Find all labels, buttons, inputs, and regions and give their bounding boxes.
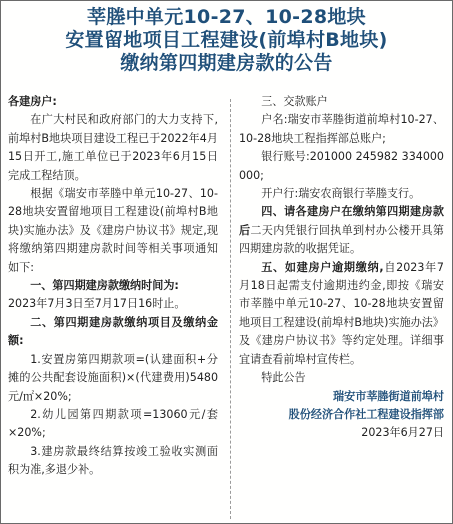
section-2-heading: 二、第四期建房款缴纳项目及缴纳金额: [8,315,218,348]
section-2-item-3: 3.建房款最终结算按竣工验收实测面积为准,多退少补。 [8,444,218,477]
title-line-3: 缴纳第四期建房款的公告 [120,52,333,74]
account-name: 户名:瑞安市莘塍街道前埠村10-27、10-28地块工程指挥部总账户; [239,113,444,145]
section-4-text: 二天内凭银行回执单到村办公楼开具第四期建房款的收据凭证。 [239,223,444,256]
section-2-item-1: 1.安置房第四期款项=(认建面积+分摊的公共配套设施面积)×(代建费用)5480元/㎡×20%; [8,352,218,403]
left-column [8,93,218,523]
section-1-heading: 一、第四期建房款缴纳时间为: [30,279,179,293]
signature-line-2: 股份经济合作社工程建设指挥部 [288,407,444,421]
title-line-2: 安置留地项目工程建设(前埠村B地块) [65,29,388,51]
signature-line-1: 瑞安市莘塍街道前埠村 [333,389,444,403]
closing-text: 特此公告 [261,371,306,385]
account-number: 银行账号:201000 245982 334000 000; [239,150,444,182]
announcement-date: 2023年6月27日 [361,426,444,440]
account-bank: 开户行:瑞安农商银行莘塍支行。 [261,187,421,201]
section-1-text: 2023年7月3日至7月17日16时止。 [8,297,186,311]
announcement-body [1,93,452,523]
section-5-paragraph [239,259,444,369]
section-2-item-2: 2.幼儿园第四期款项=13060元/套×20%; [8,407,218,440]
intro-paragraph: 在广大村民和政府部门的大力支持下,前埠村B地块项目建设工程已于2022年4月15日开工,施工单位已于2023年6月15日完成工程结顶。 [8,113,218,182]
section-3-heading: 三、交款账户 [261,95,328,108]
title-line-1: 莘塍中单元10-27、10-28地块 [87,6,366,28]
section-4-heading: 四、请各建房户在缴纳第四期建房款后 [239,205,444,237]
column-divider [230,99,231,519]
announcement-title [1,1,452,75]
basis-paragraph: 根据《瑞安市莘塍中单元10-27、10-28地块安置留地项目工程建设(前埠村B地块)实施办法》及《建房户协议书》规定,现将缴纳第四期建房款时间等相关事项通知如下: [8,187,218,274]
section-5-heading: 五、如建房户逾期缴纳, [261,260,384,274]
section-4-paragraph [239,203,444,258]
greeting: 各建房户: [8,95,57,108]
right-column [239,93,444,523]
section-5-text: 自2023年7月18日起需支付逾期违约金,即按《瑞安市莘塍中单元10-27、10-28地块安置留地项目工程建设(前埠村B地块)实施办法》及《建房户协议书》等约定处理。详细事宜请查看前埠村宣传栏。 [239,260,444,366]
